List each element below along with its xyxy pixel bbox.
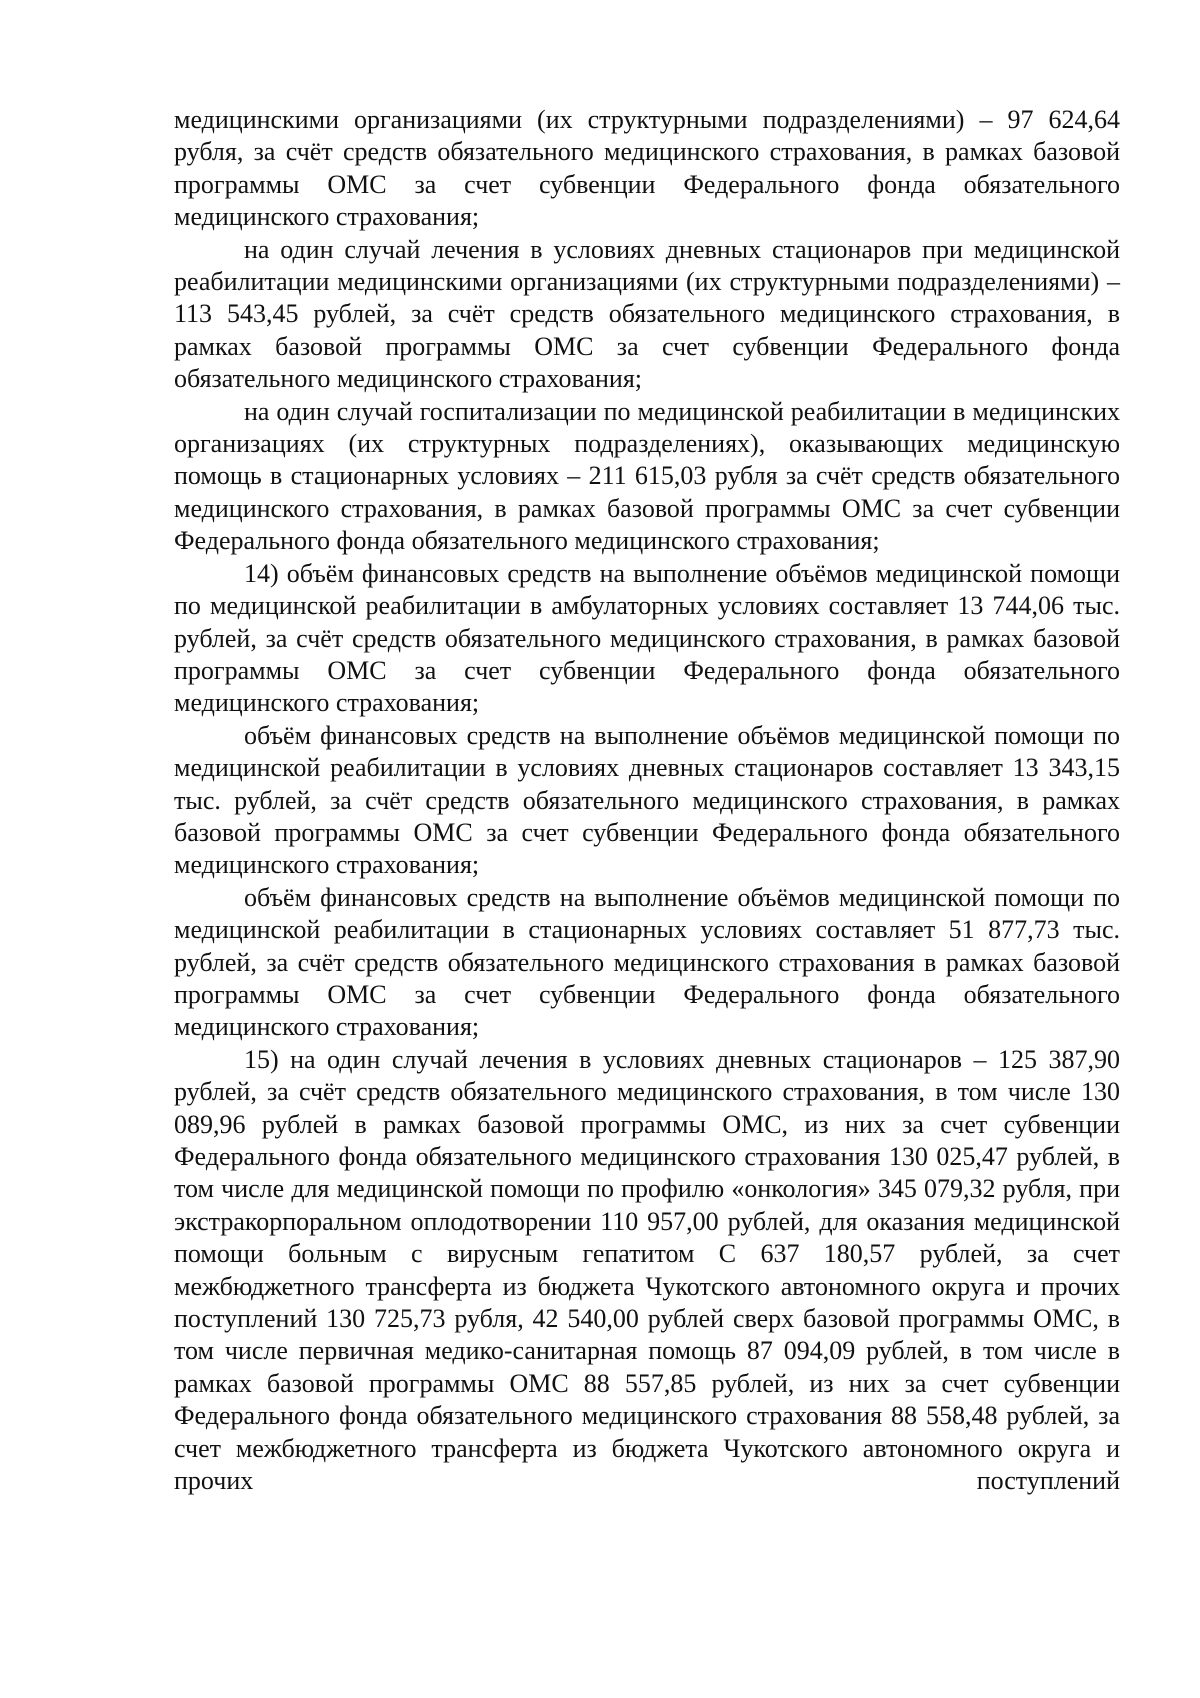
document-page xyxy=(174,104,1120,1530)
paragraph-7: 15) на один случай лечения в условиях дневных стационаров – 125 387,90 рублей, за счёт средств обязательного медицинского страхования, в том числе 130 089,96 рублей в рамках базовой программы ОМС, из них за счет субвенции Федерального фонда обязательного медицинского страхования 130 025,47 рублей, в том числе для медицинской помощи по профилю «онкология» 345 079,32 рубля, при экстракорпоральном оплодотворении 110 957,00 рублей, для оказания медицинской помощи больным с вирусным гепатитом С 637 180,57 рублей, за счет межбюджетного трансферта из бюджета Чукотского автономного округа и прочих поступлений 130 725,73 рубля, 42 540,00 рублей сверх базовой программы ОМС, в том числе первичная медико-санитарная помощь 87 094,09 рублей, в том числе в рамках базовой программы ОМС 88 557,85 рублей, из них за счет субвенции Федерального фонда обязательного медицинского страхования 88 558,48 рублей, за счет межбюджетного трансферта из бюджета Чукотского автономного округа и прочих поступлений xyxy=(174,1044,1120,1496)
paragraph-4: 14) объём финансовых средств на выполнение объёмов медицинской помощи по медицинской реабилитации в амбулаторных условиях составляет 13 744,06 тыс. рублей, за счёт средств обязательного медицинского страхования, в рамках базовой программы ОМС за счет субвенции Федерального фонда обязательного медицинского страхования; xyxy=(174,558,1120,718)
paragraph-5: объём финансовых средств на выполнение объёмов медицинской помощи по медицинской реабилитации в условиях дневных стационаров составляет 13 343,15 тыс. рублей, за счёт средств обязательного медицинского страхования, в рамках базовой программы ОМС за счет субвенции Федерального фонда обязательного медицинского страхования; xyxy=(174,720,1120,880)
paragraph-2: на один случай лечения в условиях дневных стационаров при медицинской реабилитации медицинскими организациями (их структурными подразделениями) – 113 543,45 рублей, за счёт средств обязательного медицинского страхования, в рамках базовой программы ОМС за счет субвенции Федерального фонда обязательного медицинского страхования; xyxy=(174,234,1120,394)
paragraph-1: медицинскими организациями (их структурными подразделениями) – 97 624,64 рубля, за счёт средств обязательного медицинского страхования, в рамках базовой программы ОМС за счет субвенции Федерального фонда обязательного медицинского страхования; xyxy=(174,105,1120,232)
paragraph-6: объём финансовых средств на выполнение объёмов медицинской помощи по медицинской реабилитации в стационарных условиях составляет 51 877,73 тыс. рублей, за счёт средств обязательного медицинского страхования в рамках базовой программы ОМС за счет субвенции Федерального фонда обязательного медицинского страхования; xyxy=(174,882,1120,1042)
paragraph-3: на один случай госпитализации по медицинской реабилитации в медицинских организациях (их структурных подразделениях), оказывающих медицинскую помощь в стационарных условиях – 211 615,03 рубля за счёт средств обязательного медицинского страхования, в рамках базовой программы ОМС за счет субвенции Федерального фонда обязательного медицинского страхования; xyxy=(174,396,1120,556)
